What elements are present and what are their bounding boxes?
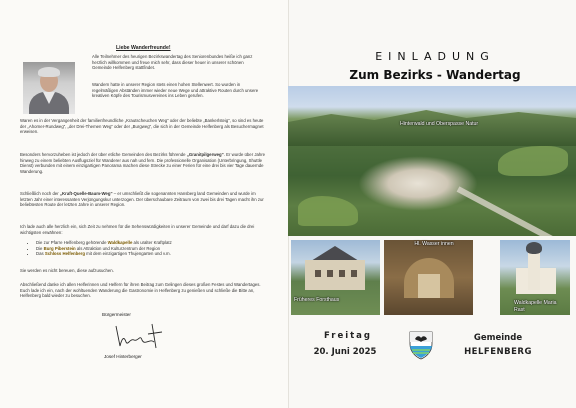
paragraph-granitpilgerweg: Besonders hervorzuheben ist jedoch der über etliche Gemeinden des Bezirks führende „Granitpilgerweg“. Er wurde über Jahre hinweg zu einem beliebten Ausflugsziel für Wanderer aus nah und fern. Die professionelle Organisation (Unterbringung, Shuttle Dienst) verbunden mit einem einzigartigen Panorama machen diese Strecke zu einer Ferien für eine drei bis vier Tage dauernde Wanderung. (20, 152, 266, 174)
photo-hl-wasser (384, 240, 473, 315)
invitation-title: EINLADUNG (375, 50, 495, 63)
panorama-caption: Hinterwald und Oberspasse Natur (400, 121, 479, 127)
panorama-photo (288, 86, 576, 236)
greeting: Liebe Wanderfreunde! (116, 45, 171, 51)
paragraph-trails-history: Waren es in der Vergangenheit der familienfreundliche „Krautscheuchen Weg“ oder der beliebte „Bankerlsteig“, so sind es heute der „Ahorner-Rundweg“, „der Drei-Themen Weg“ oder der „Burgweg“, die sich in der Gemeinde Helfenberg als Besuchermagnet erweisen. (20, 118, 264, 135)
intro-paragraph-2: Wandern hatte in unserer Region stets einen hohen Stellenwert. So wurden in regelmäßigen Abständen immer wieder neue Wege und attraktive Routen durch unsere kreativen Köpfe des Tourismusvereines ins Leben gerufen. (92, 82, 259, 99)
paragraph-kraftquelle: Schließlich noch der „Kraft-Quelle-Baum-Weg“ – er umschließt die sogenannten Hansberg land Gemeinden und wurde im letzten Jahr einer interessanten Verjüngungskur unterzogen. Der überschaubare Zeitraum von zwei bis drei Tagen macht ihn zur beliebtesten Route der letzten Jahre in unserer Region. (20, 191, 264, 208)
handwritten-signature (112, 320, 164, 350)
list-item: • Das Schloss Helfenberg mit dem einzigartigen Thujengarten und v.m. (36, 251, 266, 257)
municipality-name: HELFENBERG (464, 347, 532, 357)
event-title: Zum Bezirks - Wandertag (349, 68, 521, 82)
list-item: • Die zur Pfarre Helfenberg gehörende Waldkapelle als uralter Kraftplatz (36, 240, 266, 246)
coat-of-arms-icon (408, 330, 434, 360)
photo-forsthaus (291, 240, 380, 315)
paragraph-recommendation: Sie werden es nicht bereuen, diese aufzusuchen. (20, 268, 114, 273)
photo-waldkapelle-caption: Waldkapelle Maria Rast (514, 300, 557, 313)
paragraph-sights-intro: Ich lade auch alle herzlich ein, sich Zeit zu nehmen für die Sehenswürdigkeiten in unserer Gemeinde und darf dazu die drei wichtigsten erwähnen: (20, 224, 255, 235)
municipality-label: Gemeinde (473, 333, 523, 343)
list-item: • Die Burg Piberstein als Attraktion und Kulturzentrum der Region (36, 246, 266, 252)
paragraph-closing: Abschließend danke ich allen Helferinnen und Helfern für ihren Beitrag zum Gelingen dieses großen Festes und Wandertages. Euch lade ich ein, nach der wohltuenden Wanderung die Gastronomie in Helfenberg zu genießen und schließe die Bitte an, Helfenberg bald wieder zu besuchen. (20, 282, 261, 299)
event-date: 20. Juni 2025 (313, 347, 377, 357)
event-weekday: Freitag (323, 331, 373, 341)
sights-list (26, 240, 266, 257)
photo-forsthaus-caption: Früheres Forsthaus (294, 297, 340, 303)
mayor-portrait (23, 62, 75, 114)
intro-paragraph-1: Alle Teilnehmer des heurigen Bezirkswandertag des Seniorenbundes heiße ich ganz herzlich willkommen und freue mich sehr, dass dieser heuer in unserer schönen Gemeinde Helfenberg stattfindet. (92, 54, 253, 71)
photo-hl-wasser-caption: Hl. Wasser innen (414, 241, 454, 247)
signature-title: Bürgermeister (102, 312, 131, 317)
signature-name: Josef Hinterberger (104, 354, 142, 359)
